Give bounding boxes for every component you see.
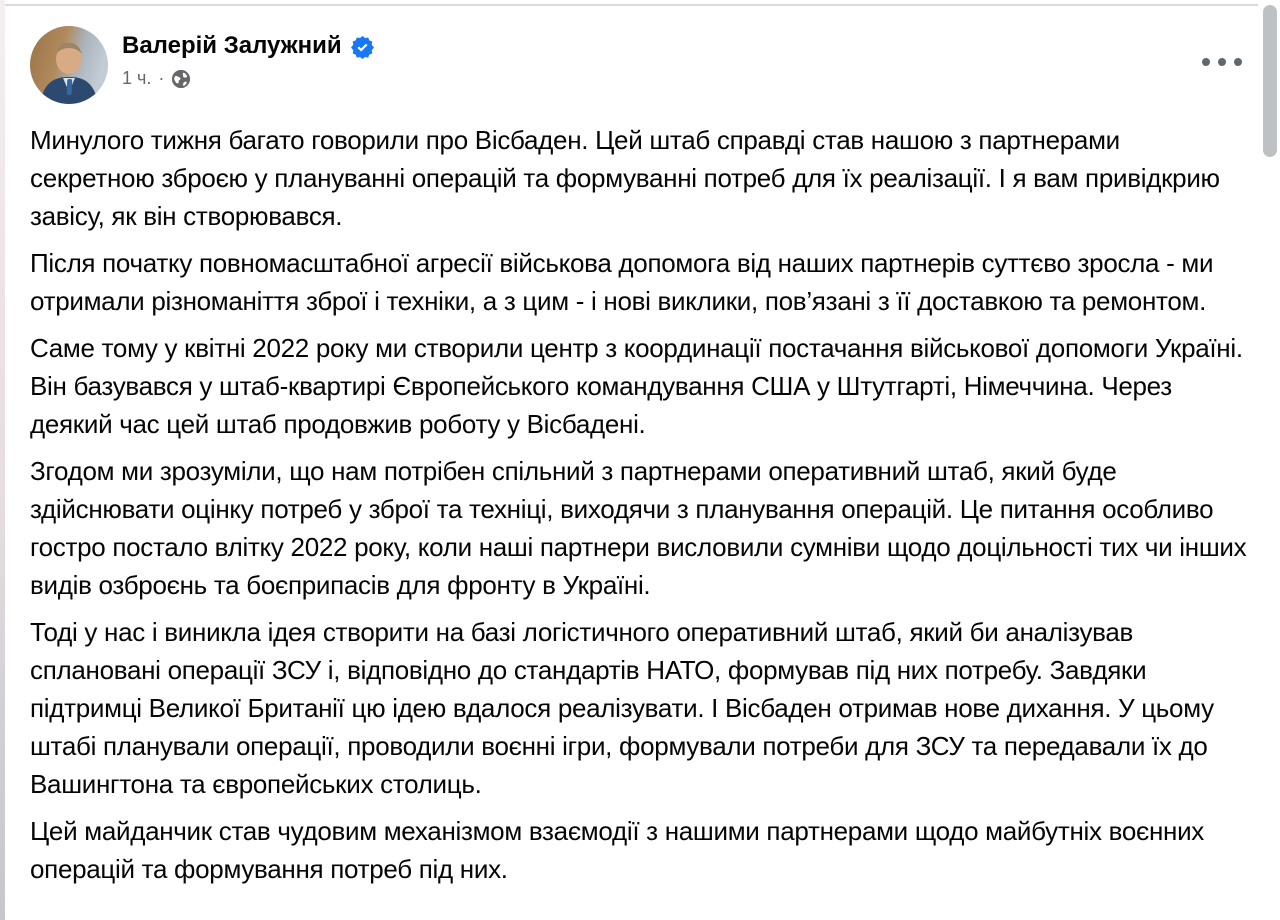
verified-badge-icon [351, 36, 374, 59]
globe-icon [171, 69, 191, 89]
author-name[interactable]: Валерій Залужний [122, 32, 342, 59]
post-paragraph-3: Саме тому у квітні 2022 року ми створили центр з координації постачання військової допомоги Україні. Він базувався у штаб-квартирі Європейського командування США у Штутгарті, Німеччина. Через деякий час цей штаб продовжив роботу у Вісбадені. [30, 333, 1243, 439]
post-meta [122, 68, 374, 89]
post-paragraph-2: Після початку повномасштабної агресії військова допомога від наших партнерів суттєво зросла - ми отримали різноманіття зброї і техніки, а з цим - і нові виклики, пов’язані з її доставкою та ремонтом. [30, 248, 1214, 316]
post-paragraph-5: Тоді у нас і виникла ідея створити на базі логістичного оперативний штаб, який би аналізував сплановані операції ЗСУ і, відповідно до стандартів НАТО, формував під них потребу. Завдяки підтримці Великої Британії цю ідею вдалося реалізувати. І Вісбаден отримав нове дихання. У цьому штабі планували операції, проводили воєнні ігри, формували потреби для ЗСУ та передавали їх до Вашингтона та європейських столиць. [30, 617, 1214, 799]
header-text [122, 26, 374, 89]
avatar[interactable] [30, 26, 108, 104]
post-paragraph-4: Згодом ми зрозуміли, що нам потрібен спільний з партнерами оперативний штаб, який буде здійснювати оцінку потреб у зброї та техніці, виходячи з планування операцій. Це питання особливо гостро постало влітку 2022 року, коли наші партнери висловили сумніви щодо доцільності тих чи інших видів озброєнь та боєприпасів для фронту в Україні. [30, 456, 1247, 600]
more-options-button[interactable] [1194, 46, 1250, 78]
profile-photo [30, 26, 108, 104]
three-dots-icon [1202, 58, 1210, 66]
post-header [30, 26, 1250, 104]
post-paragraph-6: Цей майданчик став чудовим механізмом взаємодії з нашими партнерами щодо майбутніх воєнних операцій та формування потреб під них. [30, 816, 1205, 884]
timestamp[interactable]: 1 ч. [122, 67, 152, 88]
post-text [30, 121, 1248, 888]
post-paragraph-1: Минулого тижня багато говорили про Вісбаден. Цей штаб справді став нашою з партнерами секретною зброєю у плануванні операцій та формуванні потреб для їх реалізації. І я вам привідкрию завісу, як він створювався. [30, 125, 1220, 231]
meta-separator: · [158, 67, 165, 88]
